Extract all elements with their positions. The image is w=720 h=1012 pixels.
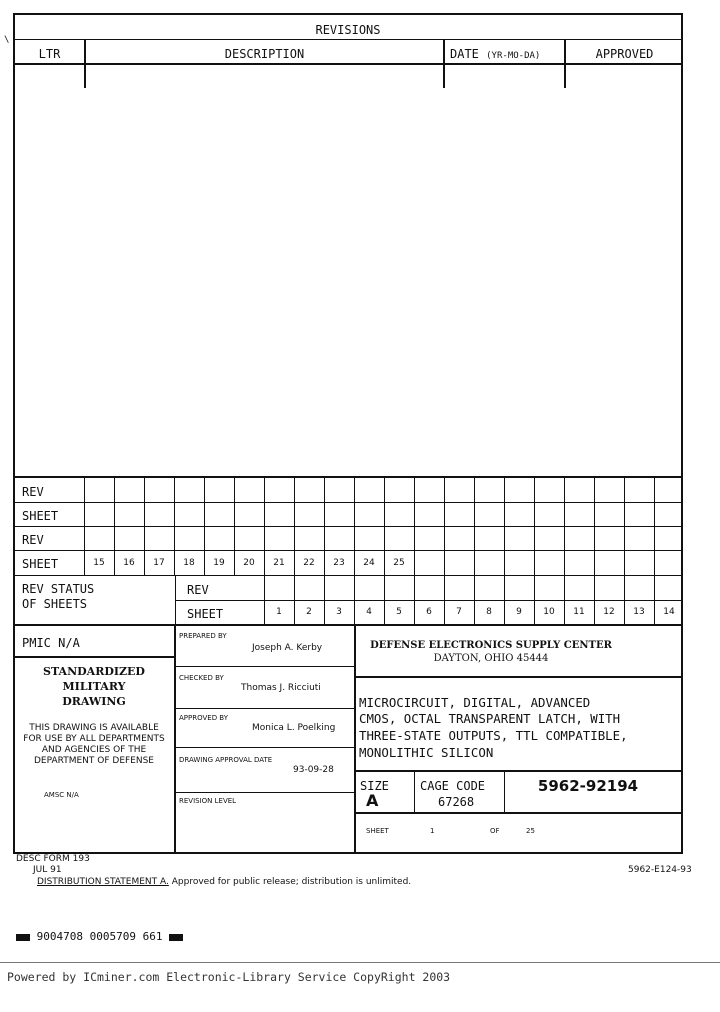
revisions-rule <box>13 39 683 40</box>
barcode-line <box>16 931 183 942</box>
sheet-label-2: SHEET <box>22 557 59 571</box>
amsc-label: AMSC N/A <box>44 791 79 799</box>
grid-col <box>444 476 445 575</box>
of-value: 25 <box>526 827 535 835</box>
grid-col <box>474 575 475 626</box>
grid-col <box>264 575 265 626</box>
grid-col <box>504 575 505 626</box>
sheet-label-1: SHEET <box>22 509 59 523</box>
grid-col <box>534 575 535 626</box>
revisions-title: REVISIONS <box>315 23 381 37</box>
grid-col <box>384 575 385 626</box>
lower-sheet-number: 12 <box>603 607 615 617</box>
revisions-frame <box>13 13 683 478</box>
lower-sheet-number: 4 <box>366 607 372 617</box>
approval-date: 93-09-28 <box>293 765 334 775</box>
rev-label-1: REV <box>22 485 44 499</box>
cage-value: 67268 <box>438 795 475 809</box>
status-divider <box>175 575 176 626</box>
of-label: OF <box>490 827 500 835</box>
powered-by-rule <box>0 962 720 963</box>
agency-line-1: DEFENSE ELECTRONICS SUPPLY CENTER <box>370 640 612 651</box>
grid-col <box>354 575 355 626</box>
col-date <box>450 48 540 61</box>
col-approved: APPROVED <box>595 47 654 61</box>
upper-sheet-number: 20 <box>243 558 255 568</box>
grid-col <box>324 575 325 626</box>
sig-rule <box>175 747 354 748</box>
lower-sheet-number: 3 <box>336 607 342 617</box>
distribution-text: Approved for public release; distribution is unlimited. <box>171 877 412 887</box>
barcode-block-icon <box>169 934 183 941</box>
grid-col <box>564 476 565 575</box>
pmic-label: PMIC N/A <box>22 636 80 650</box>
sig-rule <box>175 708 354 709</box>
availability-line: THIS DRAWING IS AVAILABLE <box>29 723 159 733</box>
upper-sheet-number: 22 <box>303 558 315 568</box>
grid-col <box>654 476 655 575</box>
cage-label: CAGE CODE <box>420 779 486 793</box>
approved-label: APPROVED BY <box>179 714 229 722</box>
grid-col <box>444 575 445 626</box>
upper-sheet-number: 17 <box>153 558 165 568</box>
form-number: 5962-E124-93 <box>628 865 692 875</box>
prepared-name: Joseph A. Kerby <box>252 643 323 653</box>
col-description: DESCRIPTION <box>224 47 305 61</box>
grid-col <box>414 476 415 575</box>
sig-divider <box>174 624 176 854</box>
grid-col <box>594 476 595 575</box>
grid-col <box>504 476 505 575</box>
grid-col <box>474 476 475 575</box>
lower-sheet-number: 13 <box>633 607 645 617</box>
revisions-divider <box>564 39 566 88</box>
lower-sheet-number: 11 <box>573 607 585 617</box>
revisions-divider <box>443 39 445 88</box>
of-sheets-label: OF SHEETS <box>22 597 88 611</box>
grid-col <box>624 575 625 626</box>
lower-sheet-number: 9 <box>516 607 522 617</box>
pmic-rule <box>13 656 175 658</box>
scan-mark: \ <box>4 35 10 45</box>
size-rule-top <box>355 770 683 772</box>
availability-line: AND AGENCIES OF THE <box>41 745 147 755</box>
upper-sheet-number: 19 <box>213 558 225 568</box>
rev-label-3: REV <box>187 583 209 597</box>
form-label-1: DESC FORM 193 <box>16 854 90 864</box>
grid-col <box>594 575 595 626</box>
grid-col <box>294 575 295 626</box>
lower-sheet-number: 14 <box>663 607 675 617</box>
drawing-title-2: MILITARY <box>62 680 126 693</box>
lower-sheet-number: 5 <box>396 607 402 617</box>
grid-col <box>654 575 655 626</box>
size-rule-bottom <box>355 812 683 814</box>
title-line: THREE-STATE OUTPUTS, TTL COMPATIBLE, <box>359 728 628 743</box>
title-line: MICROCIRCUIT, DIGITAL, ADVANCED <box>359 695 591 710</box>
lower-sheet-number: 2 <box>306 607 312 617</box>
grid-col <box>624 476 625 575</box>
approved-name: Monica L. Poelking <box>252 723 336 733</box>
title-line: CMOS, OCTAL TRANSPARENT LATCH, WITH <box>359 711 621 726</box>
powered-by: Powered by ICminer.com Electronic-Library Service CopyRight 2003 <box>7 970 451 984</box>
form-label-2: JUL 91 <box>33 865 62 875</box>
upper-sheet-number: 23 <box>333 558 345 568</box>
lower-sheet-number: 10 <box>543 607 555 617</box>
barcode-text: 9004708 0005709 661 <box>36 930 163 943</box>
drawing-title-1: STANDARDIZED <box>43 665 145 678</box>
lower-sheet-number: 7 <box>456 607 462 617</box>
sheet-label: SHEET <box>366 827 389 835</box>
checked-name: Thomas J. Ricciuti <box>241 683 321 693</box>
lower-sheet-number: 1 <box>276 607 282 617</box>
availability-line: FOR USE BY ALL DEPARTMENTS <box>23 734 165 744</box>
rev-status-label: REV STATUS <box>22 582 95 596</box>
sheet-row-rule <box>13 575 683 576</box>
grid-col <box>534 476 535 575</box>
sig-rule <box>175 666 354 667</box>
agency-rule <box>355 676 683 678</box>
title-line: MONOLITHIC SILICON <box>359 745 494 760</box>
col-ltr: LTR <box>38 47 61 61</box>
rev-label-2: REV <box>22 533 44 547</box>
drawing-number: 5962-92194 <box>537 777 639 795</box>
prepared-label: PREPARED BY <box>179 632 227 640</box>
grid-col <box>414 575 415 626</box>
sheet-row-rule <box>175 600 683 601</box>
upper-sheet-number: 24 <box>363 558 375 568</box>
checked-label: CHECKED BY <box>179 674 224 682</box>
size-label: SIZE <box>360 779 389 793</box>
availability-line: DEPARTMENT OF DEFENSE <box>34 756 154 766</box>
col-date-format: (YR-MO-DA) <box>486 51 541 61</box>
drawing-title-3: DRAWING <box>62 695 126 708</box>
upper-sheet-number: 16 <box>123 558 135 568</box>
size-divider <box>504 770 505 812</box>
upper-sheet-number: 21 <box>273 558 285 568</box>
sheet-value: 1 <box>430 827 435 835</box>
approval-date-label: DRAWING APPROVAL DATE <box>179 756 273 764</box>
lower-sheet-number: 8 <box>486 607 492 617</box>
revision-level-label: REVISION LEVEL <box>179 797 237 805</box>
upper-sheet-number: 25 <box>393 558 405 568</box>
agency-line-2: DAYTON, OHIO 45444 <box>433 653 549 664</box>
distribution-statement <box>37 878 411 887</box>
lower-sheet-number: 6 <box>426 607 432 617</box>
sheet-label-3: SHEET <box>187 607 224 621</box>
distribution-label: DISTRIBUTION STATEMENT A. <box>37 877 169 887</box>
size-value: A <box>366 791 379 810</box>
revisions-divider <box>84 39 86 88</box>
barcode-block-icon <box>16 934 30 941</box>
revisions-header-rule <box>13 63 683 65</box>
grid-col <box>564 575 565 626</box>
sig-rule <box>175 792 354 793</box>
col-date-label: DATE <box>450 47 479 61</box>
size-divider <box>414 770 415 812</box>
upper-sheet-number: 15 <box>93 558 105 568</box>
upper-sheet-number: 18 <box>183 558 195 568</box>
